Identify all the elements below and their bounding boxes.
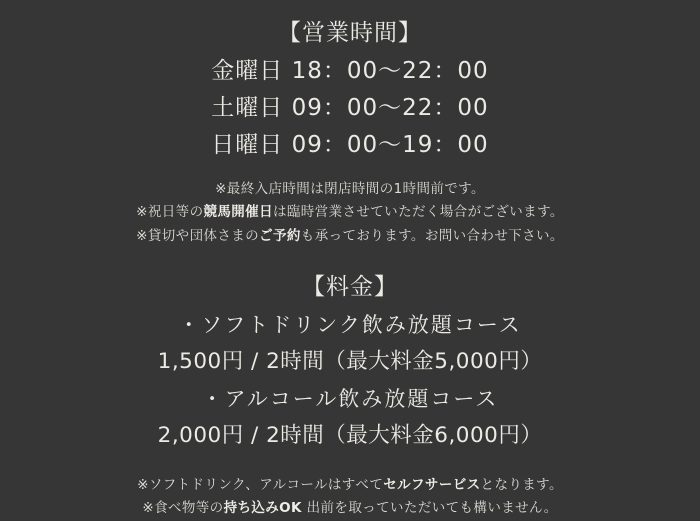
price-footnote-2 xyxy=(137,497,563,520)
course-price-soft-drink: 1,500円 / 2時間（最大料金5,000円） xyxy=(157,348,543,374)
hours-note-3-suffix: も承っております。お問い合わせ下さい。 xyxy=(300,227,564,244)
course-price-alcohol: 2,000円 / 2時間（最大料金6,000円） xyxy=(157,422,543,448)
hours-note-1 xyxy=(136,178,564,201)
course-name-alcohol: ・アルコール飲み放題コース xyxy=(201,387,499,412)
hours-note-2-prefix: ※祝日等の xyxy=(136,204,204,221)
price-footnote-1-emphasis: セルフサービス xyxy=(383,476,481,493)
hours-line-sunday: 日曜日 09：00〜19：00 xyxy=(211,132,489,158)
price-footnote-2-emphasis: 持ち込みOK xyxy=(223,500,302,517)
hours-note-3-prefix: ※貸切や団体さまの xyxy=(136,227,260,244)
hours-note-3 xyxy=(136,225,564,248)
price-footnote-2-prefix: ※食べ物等の xyxy=(142,500,224,517)
hours-line-saturday: 土曜日 09：00〜22：00 xyxy=(211,94,489,121)
price-footnote-2-suffix: 出前を取っていただいても構いません。 xyxy=(301,500,558,517)
hours-note-2-suffix: は臨時営業させていただく場合がございます。 xyxy=(272,204,564,221)
price-footnote-1-prefix: ※ソフトドリンク、アルコールはすべて xyxy=(137,476,384,493)
price-footnote-1-suffix: となります。 xyxy=(480,476,563,493)
price-footnote-1 xyxy=(137,474,563,497)
hours-note-2 xyxy=(136,201,564,224)
price-heading: 【料金】 xyxy=(302,273,398,300)
course-name-soft-drink: ・ソフトドリンク飲み放題コース xyxy=(178,313,522,338)
hours-note-3-emphasis: ご予約 xyxy=(259,227,301,244)
hours-note-2-emphasis: 競馬開催日 xyxy=(203,204,273,221)
hours-note-1-prefix: ※最終入店時間は閉店時間の1時間前です。 xyxy=(215,181,485,198)
business-hours-heading: 【営業時間】 xyxy=(278,20,422,46)
hours-notes xyxy=(136,178,564,248)
hours-line-friday: 金曜日 18：00〜22：00 xyxy=(211,57,489,84)
price-footnotes xyxy=(137,474,563,521)
